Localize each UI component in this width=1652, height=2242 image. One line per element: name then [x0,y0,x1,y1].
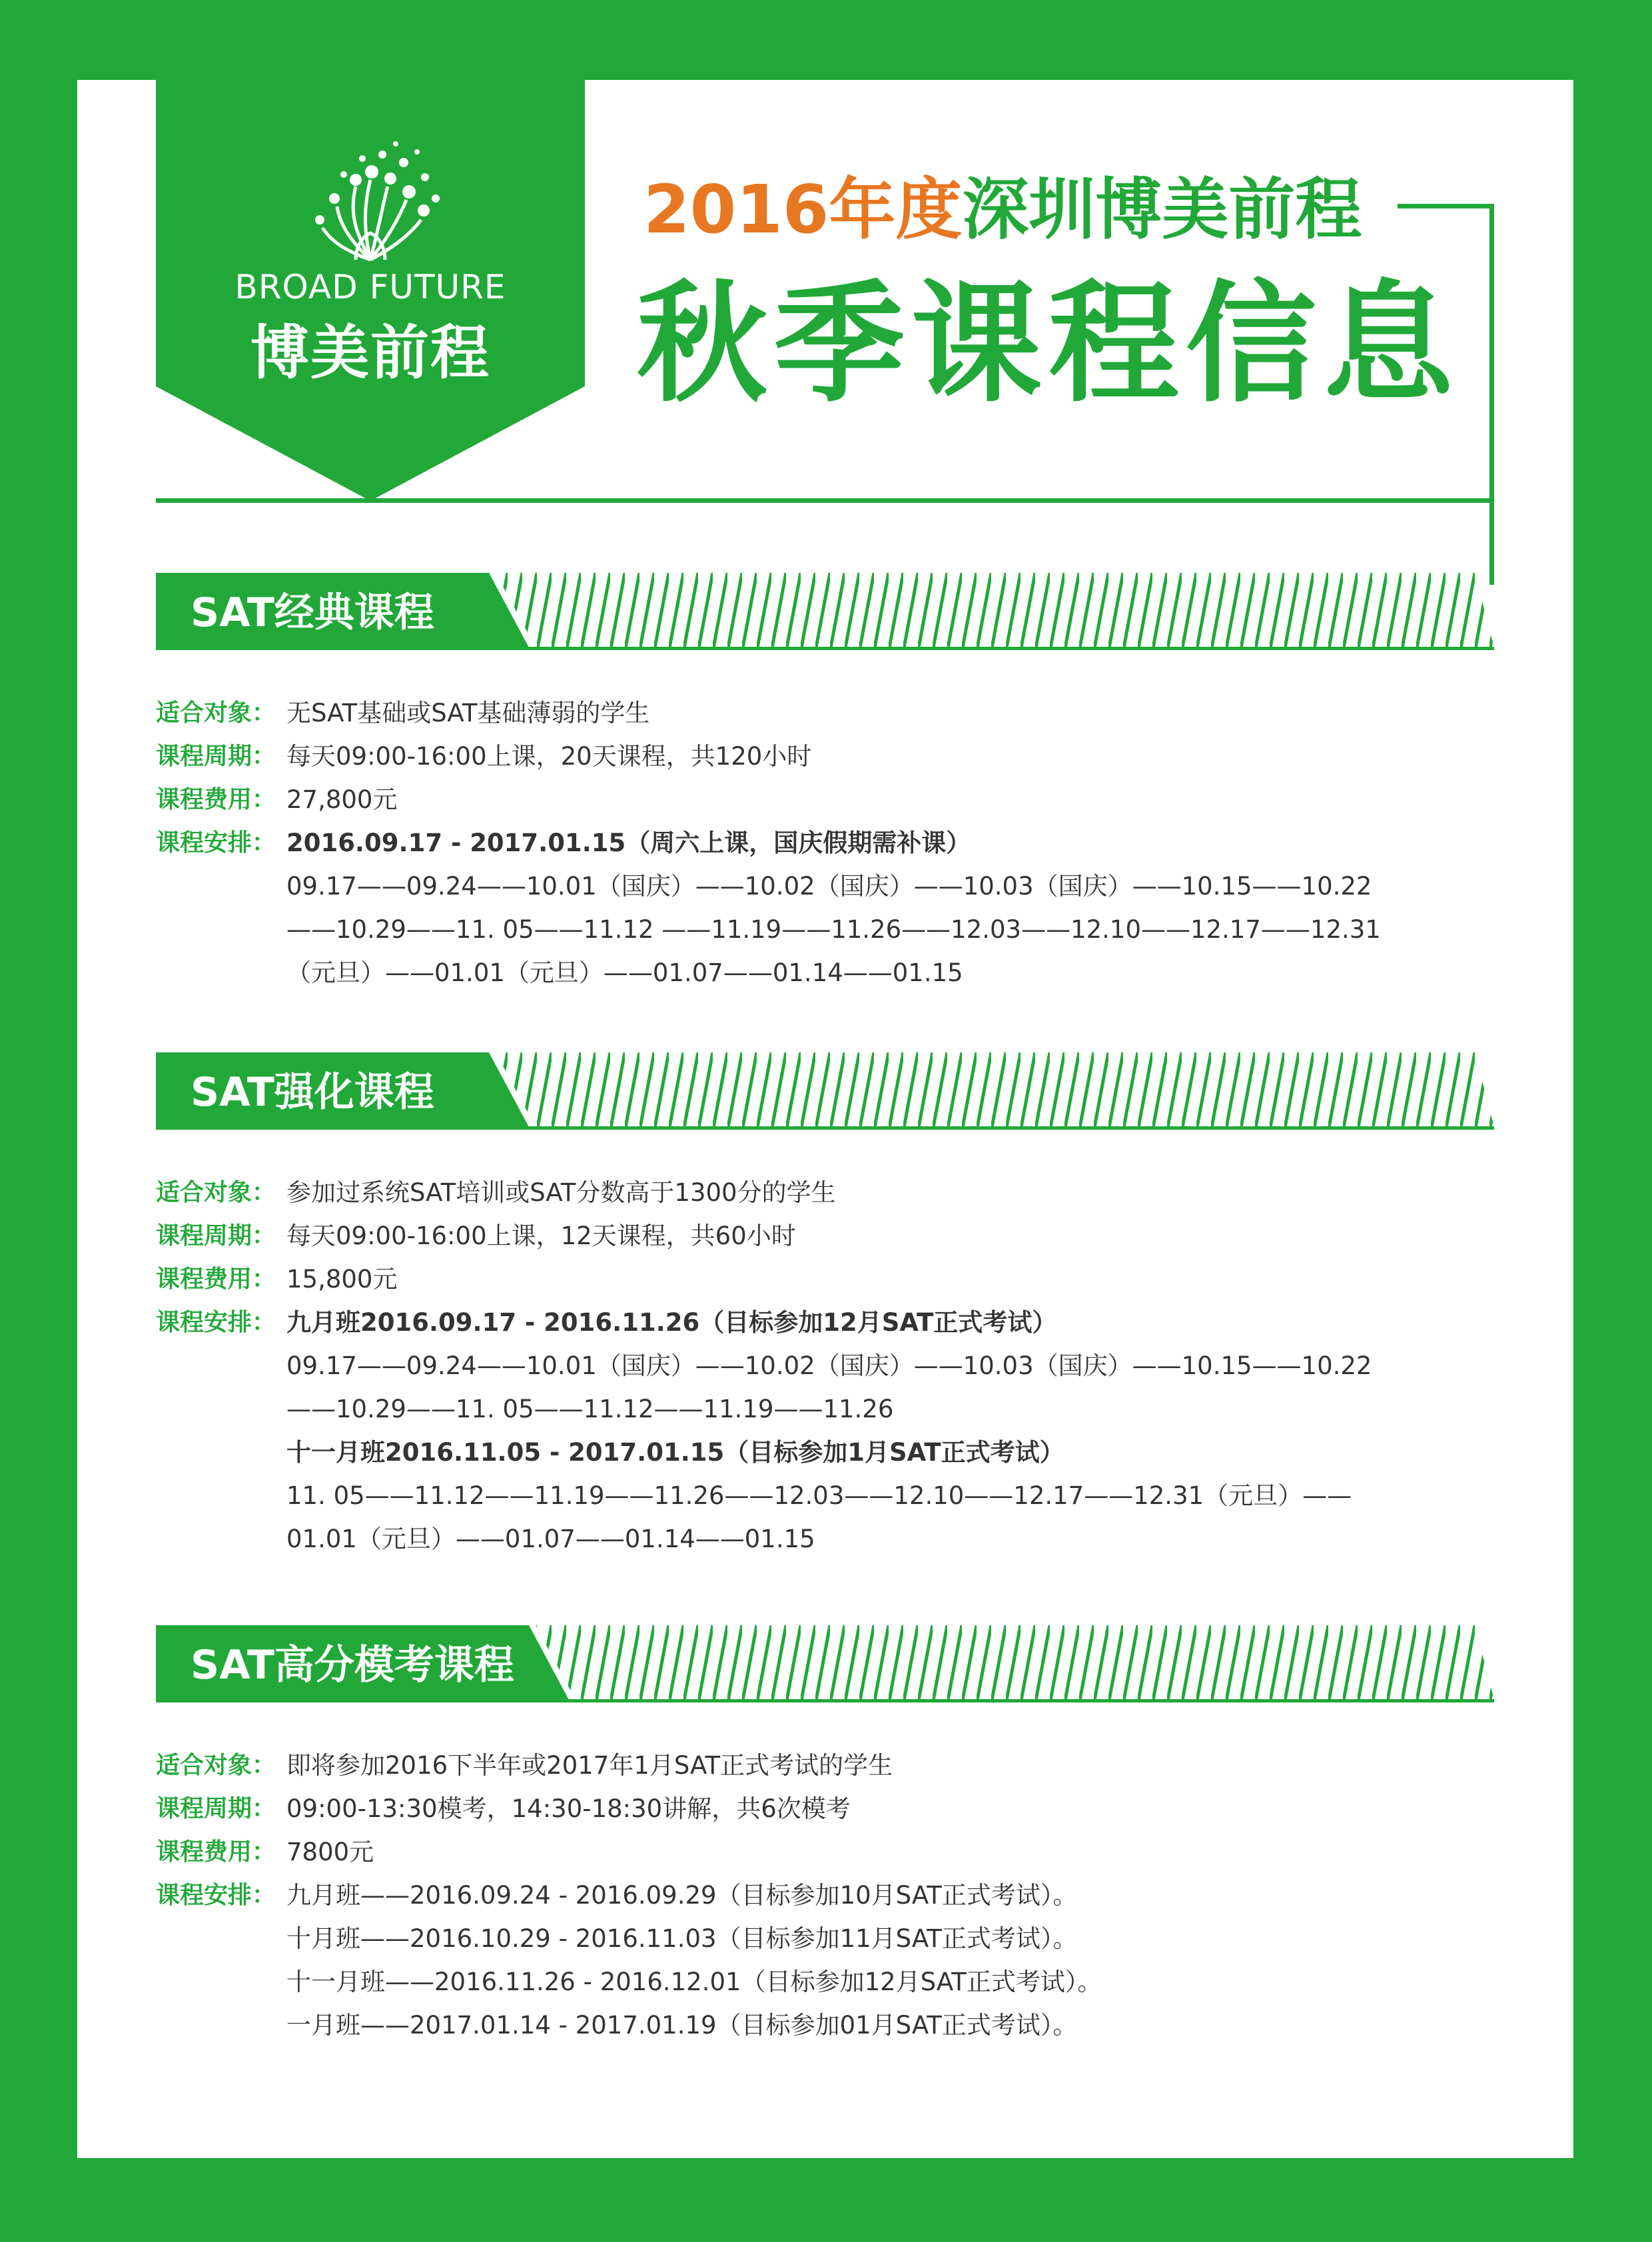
period-row [156,1787,1494,1830]
section-title: SAT高分模考课程 [191,1642,514,1688]
schedule-line-text: ——10.29——11. 05——11.12——11.19——11.26 [286,1395,894,1423]
target-label: 适合对象： [156,699,276,727]
target-row [156,1744,1494,1787]
period-value: 09:00-13:30模考，14:30-18:30讲解，共6次模考 [286,1794,851,1823]
title-year: 2016年度 [643,171,963,248]
frame-line-right [1489,204,1494,585]
schedule-line-text: 十一月班——2016.11.26 - 2016.12.01（目标参加12月SAT正式考试）。 [286,1968,1102,1996]
schedule-line-text: 九月班——2016.09.24 - 2016.09.29（目标参加10月SAT正式考试）。 [286,1881,1078,1910]
flyer-page [77,80,1573,2158]
title-org: 深圳博美前程 [962,171,1362,248]
schedule-line-text: （元旦）——01.01（元旦）——01.07——01.14——01.15 [286,958,963,987]
frame-line-bottom [156,498,1494,503]
fee-label: 课程费用： [156,786,276,813]
section-header-bar [156,1625,1494,1704]
schedule-line-text: 09.17——09.24——10.01（国庆）——10.02（国庆）——10.03（国庆）——10.15——10.22 [286,1351,1372,1380]
fee-row [156,1258,1494,1301]
target-value: 无SAT基础或SAT基础薄弱的学生 [286,699,650,727]
schedule-row [156,821,1494,865]
fee-label: 课程费用： [156,1266,276,1293]
schedule-line [156,1344,1494,1387]
schedule-head-2: 十一月班2016.11.05 - 2017.01.15（目标参加1月SAT正式考试） [286,1438,1064,1467]
target-label: 适合对象： [156,1752,276,1779]
schedule-line-text: 11. 05——11.12——11.19——11.26——12.03——12.10——12.17——12.31（元旦）—— [286,1481,1352,1510]
schedule-row [156,1874,1494,1917]
schedule-head: 九月班2016.09.17 - 2016.11.26（目标参加12月SAT正式考试） [286,1308,1057,1337]
schedule-line [156,865,1494,908]
logo-banner [156,80,585,501]
schedule-line-text: 09.17——09.24——10.01（国庆）——10.02（国庆）——10.03（国庆）——10.15——10.22 [286,872,1372,901]
target-value: 参加过系统SAT培训或SAT分数高于1300分的学生 [286,1178,836,1207]
schedule-label: 课程安排： [156,1882,276,1909]
schedule-label: 课程安排： [156,829,276,857]
schedule-line-text: 十月班——2016.10.29 - 2016.11.03（目标参加11月SAT正式考试）。 [286,1924,1078,1953]
fee-value: 7800元 [286,1838,374,1866]
schedule-row-2 [156,1431,1494,1474]
period-row [156,735,1494,778]
schedule-line [156,908,1494,951]
logo-chinese-name: 博美前程 [250,318,490,387]
schedule-line [156,1474,1494,1517]
schedule-line [156,2004,1494,2047]
schedule-head: 2016.09.17 - 2017.01.15（周六上课，国庆假期需补课） [286,829,971,857]
schedule-line [156,951,1494,994]
frame-line-top [1398,204,1493,208]
fee-row [156,1830,1494,1874]
period-label: 课程周期： [156,1795,276,1822]
target-label: 适合对象： [156,1179,276,1206]
fee-value: 27,800元 [286,785,398,814]
schedule-line-text: ——10.29——11. 05——11.12 ——11.19——11.26——12.03——12.10——12.17——12.31 [286,915,1381,944]
target-row [156,1171,1494,1214]
section-title: SAT经典课程 [191,589,434,636]
schedule-line [156,1387,1494,1431]
target-value: 即将参加2016下半年或2017年1月SAT正式考试的学生 [286,1751,893,1780]
schedule-line [156,1960,1494,2004]
section-rows [156,691,1494,994]
schedule-row [156,1301,1494,1344]
section-rows [156,1744,1494,2047]
page-title: 秋季课程信息 [637,268,1461,420]
target-row [156,691,1494,735]
title-subheading [643,173,1403,246]
period-value: 每天09:00-16:00上课，20天课程，共120小时 [286,742,812,771]
schedule-line-text: 一月班——2017.01.14 - 2017.01.19（目标参加01月SAT正式考试）。 [286,2011,1078,2040]
section-header-bar [156,1052,1494,1131]
section-header-bar [156,573,1494,651]
schedule-line [156,1917,1494,1960]
section-title: SAT强化课程 [191,1069,434,1116]
schedule-line [156,1517,1494,1561]
period-label: 课程周期： [156,743,276,770]
fee-value: 15,800元 [286,1265,398,1294]
schedule-label: 课程安排： [156,1309,276,1336]
logo-english-name: BROAD FUTURE [234,268,506,306]
fee-label: 课程费用： [156,1838,276,1866]
schedule-line-text: 01.01（元旦）——01.07——01.14——01.15 [286,1525,815,1553]
fee-row [156,778,1494,821]
section-rows [156,1171,1494,1561]
period-value: 每天09:00-16:00上课，12天课程，共60小时 [286,1222,796,1250]
period-label: 课程周期： [156,1222,276,1250]
period-row [156,1214,1494,1258]
